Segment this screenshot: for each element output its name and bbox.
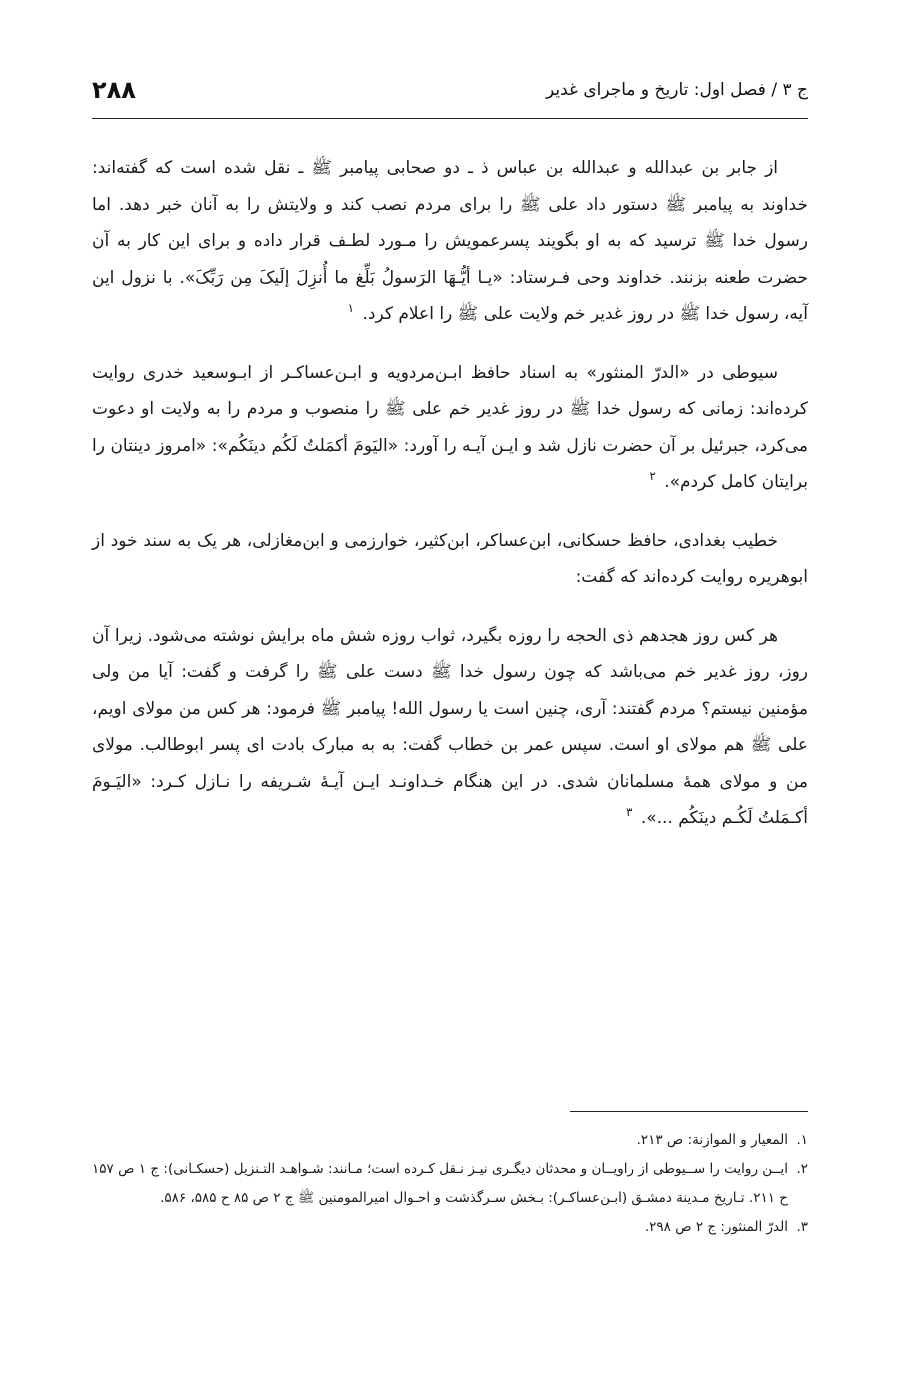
footnote-2 bbox=[92, 1155, 808, 1213]
paragraph-3-text: خطیب بغدادی، حافظ حسکانی، ابن‌عساکر، ابن‌کثیر، خوارزمی و ابن‌مغازلی، هر یک به سند خود از ابوهریره روایت کرده‌اند که گفت: bbox=[92, 530, 808, 587]
paragraph-2 bbox=[92, 355, 808, 501]
footnote-1-number: ۱. bbox=[796, 1132, 808, 1148]
footnote-1-text: المعیار و الموازنة: ص ۲۱۳. bbox=[636, 1132, 788, 1148]
footnote-3-number: ۳. bbox=[796, 1219, 808, 1235]
paragraph-4 bbox=[92, 618, 808, 837]
footnote-ref-3: ۳ bbox=[625, 805, 633, 820]
footnote-3-text: الدرّ المنثور: ج ۲ ص ۲۹۸. bbox=[644, 1219, 788, 1235]
footnote-ref-2: ۲ bbox=[649, 469, 656, 484]
footnote-ref-1: ۱ bbox=[347, 301, 355, 316]
paragraph-2-text: سیوطی در «الدرّ المنثور» به اسناد حافظ ابـن‌مردویه و ابـن‌عساکـر از ابـوسعید خدری روایت کرده‌اند: زمانی که رسول خدا ﷺ در روز غدیر خم علی ﷺ را منصوب و مردم را به ولایت او دعوت می‌کرد، جبرئیل بر آن حضرت نازل شد و ایـن آیـه را آورد: «الیَومَ أکمَلتُ لَکُم دینَکُم»: «امروز دینتان را برایتان کامل کردم». bbox=[92, 362, 808, 492]
running-title: ج ۳ / فصل اول: تاریخ و ماجرای غدیر bbox=[545, 80, 808, 100]
paragraph-4-text: هر کس روز هجدهم ذی الحجه را روزه بگیرد، ثواب روزه شش ماه برایش نوشته می‌شود. زیرا آن روز، روز غدیر خم می‌باشد که چون رسول خدا ﷺ دست علی ﷺ را گرفت و گفت: آیا من ولی مؤمنین نیستم؟ مردم گفتند: آری، چنین است یا رسول الله! پیامبر ﷺ فرمود: هر کس من مولای اویم، علی ﷺ هم مولای او است. سپس عمر بن خطاب گفت: به به مبارک بادت ای پسر ابوطالب. مولای من و مولای همهٔ مسلمانان شدی. در این هنگام خـداونـد ایـن آیـهٔ شـریفه را نـازل کـرد: «الیَـومَ أکـمَلتُ لَکُـم دینَکُم ...». bbox=[92, 625, 808, 828]
footnote-2-number: ۲. bbox=[796, 1161, 808, 1177]
footnote-rule bbox=[570, 1111, 808, 1112]
book-page bbox=[92, 70, 808, 1330]
paragraph-1-text: از جابر بن عبدالله و عبدالله بن عباس ذ ـ دو صحابی پیامبر ﷺ ـ نقل شده است که گفته‌اند: خداوند به پیامبر ﷺ دستور داد علی ﷺ را برای مردم نصب کند و ولایتش را به آنان خبر دهد. اما رسول خدا ﷺ ترسید که به او بگویند پسرعمویش را مـورد لطـف قرار داده و برای این کار به آن حضرت طعنه بزنند. خداوند وحی فـرستاد: «یـا أیُّـهَا الرَسولُ بَلِّغ ما أُنزِلَ إلَیکَ مِن رَبِّکَ». با نزول این آیه، رسول خدا ﷺ در روز غدیر خم ولایت علی ﷺ را اعلام کرد. bbox=[92, 158, 808, 324]
page-number: ۲۸۸ bbox=[92, 76, 136, 104]
paragraph-3 bbox=[92, 523, 808, 596]
footnotes bbox=[92, 1126, 808, 1242]
footnote-3 bbox=[92, 1213, 808, 1242]
header-rule bbox=[92, 118, 808, 119]
footnote-1 bbox=[92, 1126, 808, 1155]
footnote-2-text: ایــن روایت را ســیوطی از راویــان و محدثان دیگـری نیـز نـقل کـرده است؛ مـانند: شـواهـد التـنزیل (حسکـانی): ج ۱ ص ۱۵۷ ح ۲۱۱. تـاریخ مـدینة دمشـق (ابـن‌عساکـر): بـخش سـرگذشت و احـوال امیرالمومنین ﷺ ج ۲ ص ۸۵ ح ۵۸۵، ۵۸۶. bbox=[92, 1161, 788, 1206]
paragraph-1 bbox=[92, 150, 808, 333]
running-head bbox=[92, 70, 808, 110]
body-text bbox=[92, 150, 808, 859]
